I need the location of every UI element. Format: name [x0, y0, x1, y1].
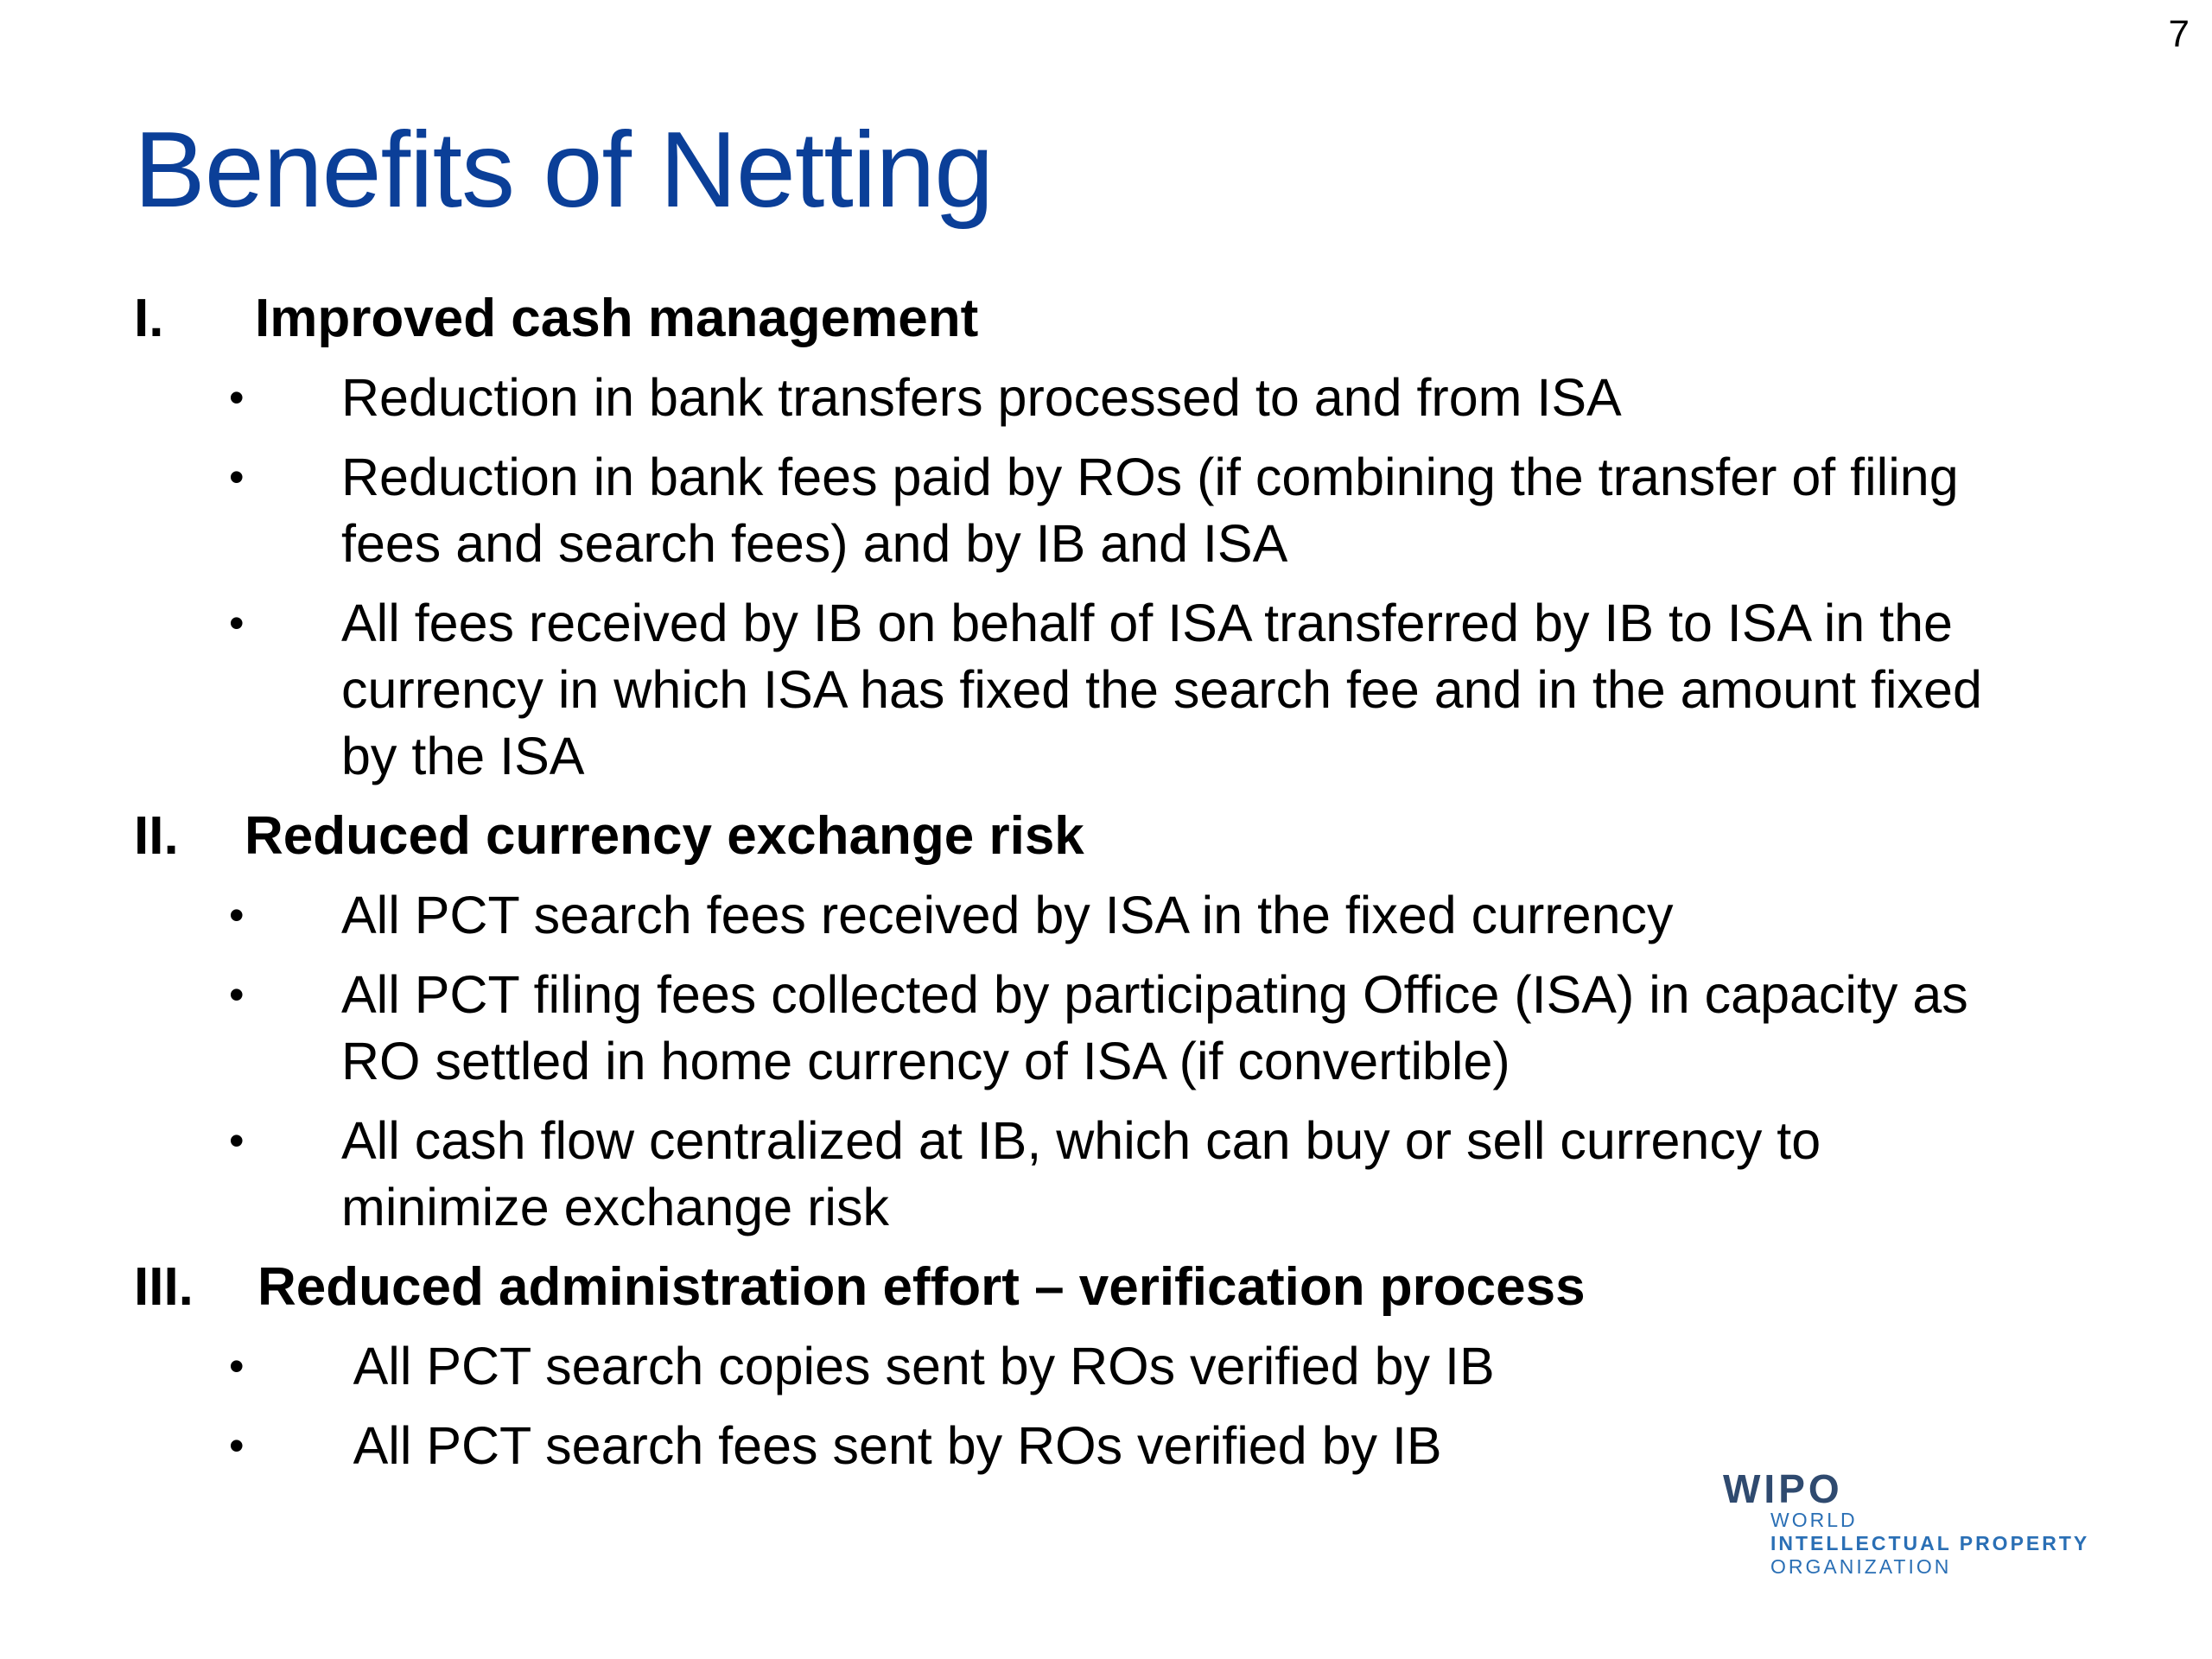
section-numeral: II. — [134, 806, 179, 866]
section-heading-text: Reduced administration effort – verification process — [257, 1257, 1586, 1317]
bullet-line: currency in which ISA has fixed the search fee and in the amount fixed — [341, 660, 1982, 719]
bullet-dot-icon: • — [229, 970, 245, 1019]
bullet-text — [341, 1108, 2121, 1241]
bullet-line: All cash flow centralized at IB, which can buy or sell currency to — [341, 1111, 1821, 1170]
wipo-logo — [1723, 1466, 2090, 1579]
bullet-list — [134, 1333, 2121, 1479]
bullet-dot-icon: • — [229, 373, 245, 422]
bullet-text — [341, 365, 2121, 431]
section-heading-text: Improved cash management — [255, 289, 979, 348]
logo-line-intellectual-property: INTELLECTUAL PROPERTY — [1770, 1532, 2090, 1554]
section-reduced-currency-exchange-risk — [134, 803, 2121, 1241]
bullet-list — [134, 365, 2121, 790]
section-numeral: I. — [134, 289, 164, 348]
logo-line-organization: ORGANIZATION — [1770, 1555, 1952, 1578]
logo-mark: WIPO — [1723, 1466, 1843, 1511]
list-item — [134, 444, 2121, 577]
slide-number: 7 — [2168, 13, 2190, 55]
logo-line-world: WORLD — [1770, 1509, 1858, 1531]
bullet-list — [134, 882, 2121, 1241]
slide-content — [134, 285, 2121, 1492]
list-item — [134, 882, 2121, 949]
section-numeral: III. — [134, 1257, 194, 1317]
bullet-text — [341, 590, 2121, 790]
bullet-line: All PCT filing fees collected by participating Office (ISA) in capacity as — [341, 965, 1968, 1024]
bullet-dot-icon: • — [229, 891, 245, 939]
section-improved-cash-management — [134, 285, 2121, 790]
bullet-text — [341, 882, 2121, 949]
bullet-text — [341, 1333, 2121, 1400]
section-heading-text: Reduced currency exchange risk — [245, 806, 1084, 866]
bullet-text — [341, 444, 2121, 577]
slide-title: Benefits of Netting — [134, 111, 994, 230]
bullet-dot-icon: • — [229, 453, 245, 501]
list-item — [134, 365, 2121, 431]
list-item — [134, 1108, 2121, 1241]
section-heading — [134, 803, 2121, 882]
bullet-dot-icon: • — [229, 1116, 245, 1165]
bullet-line: Reduction in bank transfers processed to and from ISA — [341, 368, 1622, 427]
bullet-line: Reduction in bank fees paid by ROs (if combining the transfer of filing — [341, 448, 1959, 506]
bullet-text — [341, 962, 2121, 1095]
list-item — [134, 1333, 2121, 1400]
bullet-line: fees and search fees) and by IB and ISA — [341, 514, 1288, 573]
list-item — [134, 962, 2121, 1095]
bullet-line: minimize exchange risk — [341, 1178, 889, 1236]
bullet-dot-icon: • — [229, 599, 245, 647]
bullet-line: All PCT search copies sent by ROs verified by IB — [341, 1337, 1495, 1395]
bullet-line: by the ISA — [341, 727, 585, 785]
section-heading — [134, 1254, 2121, 1333]
section-heading — [134, 285, 2121, 365]
section-reduced-administration-effort — [134, 1254, 2121, 1479]
bullet-line: All PCT search fees received by ISA in the fixed currency — [341, 886, 1674, 944]
bullet-line: All fees received by IB on behalf of ISA transferred by IB to ISA in the — [341, 594, 1953, 652]
list-item — [134, 590, 2121, 790]
bullet-line: All PCT search fees sent by ROs verified by IB — [341, 1416, 1442, 1475]
bullet-dot-icon: • — [229, 1342, 245, 1390]
bullet-line: RO settled in home currency of ISA (if convertible) — [341, 1032, 1510, 1090]
bullet-dot-icon: • — [229, 1421, 245, 1470]
